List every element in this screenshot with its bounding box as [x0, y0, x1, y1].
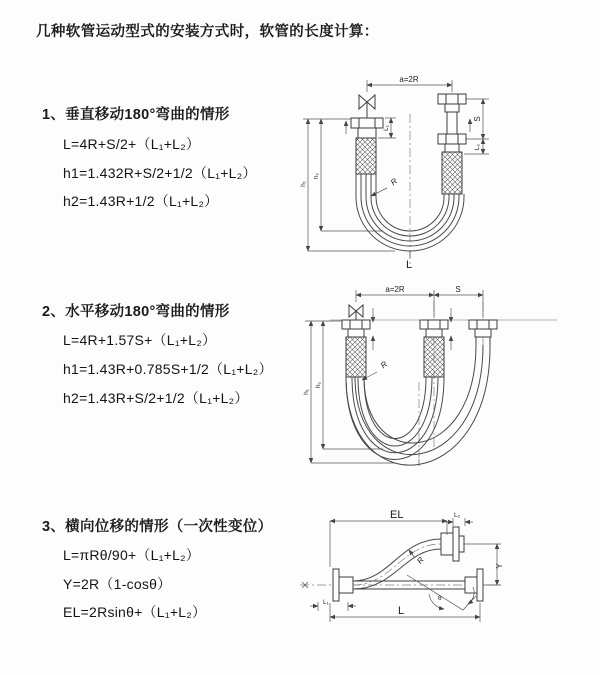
upper-flange: [441, 527, 464, 561]
diagram-lateral-displacement: [295, 505, 595, 655]
dim-label-l1: L₁: [323, 599, 329, 606]
length-callout: [406, 251, 412, 271]
dim-label-l2: L₂: [474, 143, 481, 151]
dim-label-l: L: [398, 605, 405, 617]
section3-formula-EL: EL=2Rsinθ+（L₁+L₂）: [63, 604, 207, 620]
section1-heading: 1、垂直移动180°弯曲的情形: [42, 107, 230, 123]
section3-formula-L: L=πRθ/90+（L₁+L₂）: [63, 547, 201, 563]
diagram-horizontal-180-bend: [295, 282, 590, 472]
dimension-l2: [445, 512, 473, 526]
dim-label-theta: θ: [438, 595, 442, 602]
valve-icon: [359, 95, 375, 118]
hose-u-bend-original: [346, 377, 444, 460]
left-flange: [333, 569, 353, 601]
dim-label-y: Y: [495, 563, 504, 569]
dimension-l2: [464, 139, 489, 154]
middle-fitting: [420, 320, 448, 377]
dimension-el: [330, 509, 447, 567]
section3-formula-Y: Y=2R（1-cosθ）: [63, 576, 172, 592]
left-fitting: [342, 320, 370, 377]
section3-heading: 3、横向位移的情形（一次性变位）: [42, 519, 273, 535]
dim-label-h2: h₂: [313, 172, 320, 180]
section1-formula-L: L=4R+S/2+（L₁+L₂）: [63, 136, 201, 152]
dimension-s: [466, 99, 489, 139]
section1-formula-h2: h2=1.43R+1/2（L₁+L₂）: [63, 193, 219, 209]
dim-label-r: R: [388, 176, 400, 188]
section2-formula-L: L=4R+1.57S+（L₁+L₂）: [63, 332, 217, 348]
section1-formula-h1: h1=1.432R+S/2+1/2（L₁+L₂）: [63, 165, 257, 181]
dimension-a2r: [367, 75, 452, 92]
dim-label-h1: h₁: [303, 389, 310, 395]
dim-label-l: L: [406, 259, 413, 271]
dim-label-h2: h₂: [315, 381, 322, 389]
right-fitting: [438, 94, 466, 194]
right-lower-flange: [465, 569, 483, 601]
dim-label-el: EL: [390, 509, 404, 521]
dim-label-s: S: [473, 116, 482, 122]
dimension-a2r: [356, 285, 483, 318]
dim-label-r: R: [415, 555, 426, 566]
dim-label-h1: h₁: [300, 181, 307, 187]
dim-label-a2r: a=2R: [385, 285, 405, 294]
section2-heading: 2、水平移动180°弯曲的情形: [42, 304, 230, 320]
braided-hose-section: [356, 138, 376, 174]
section2-formula-h1: h1=1.43R+0.785S+1/2（L₁+L₂）: [63, 361, 273, 377]
dim-label-r: R: [378, 359, 390, 371]
section2-formula-h2: h2=1.43R+S/2+1/2（L₁+L₂）: [63, 390, 249, 406]
braided-hose-section: [442, 152, 462, 194]
page-title: 几种软管运动型式的安装方式时，软管的长度计算：: [36, 24, 379, 40]
valve-icon: [349, 305, 363, 320]
left-fitting: [351, 118, 383, 174]
dim-label-l1: L₁: [383, 125, 390, 131]
radius-callout: [371, 176, 399, 196]
dim-label-s: S: [455, 285, 461, 294]
diagram-vertical-180-bend: [295, 72, 585, 272]
dimension-s: [434, 285, 483, 295]
dim-label-a2r: a=2R: [399, 75, 419, 84]
dim-label-l2: L₂: [454, 512, 461, 519]
